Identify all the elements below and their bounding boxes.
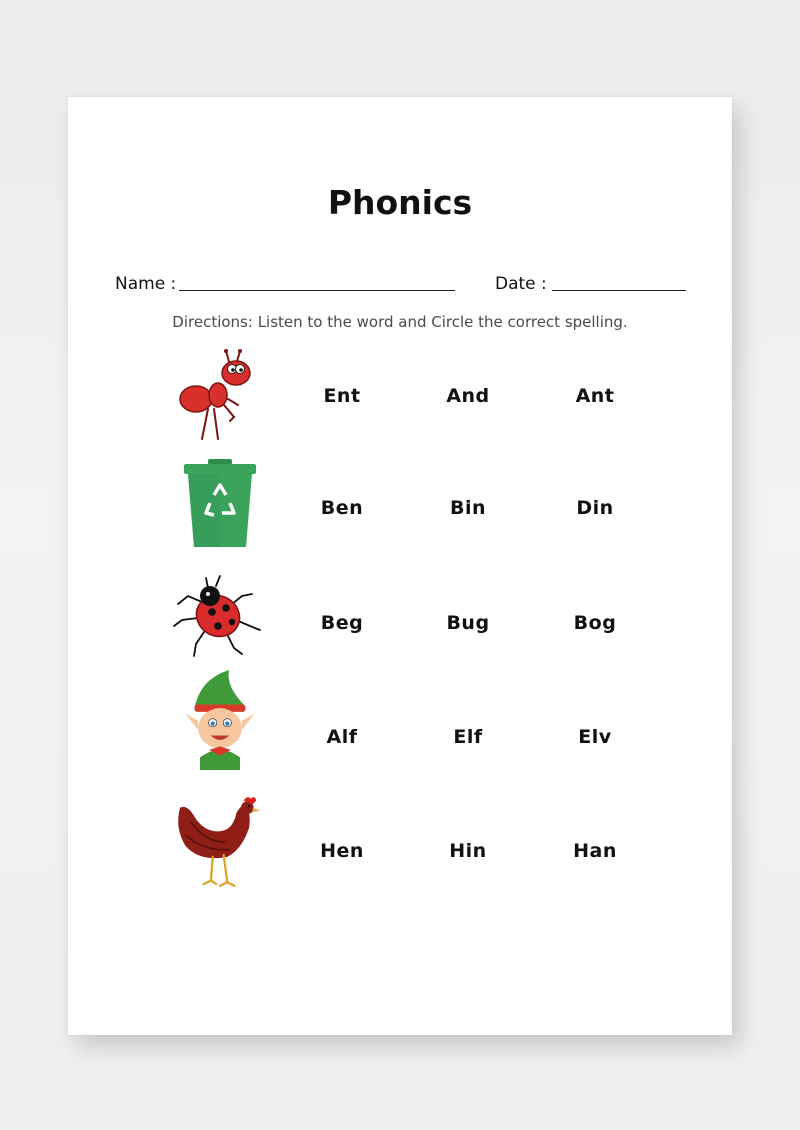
question-row [68, 459, 732, 559]
name-field[interactable] [179, 290, 455, 291]
word-option[interactable]: Hen [320, 840, 364, 862]
hen-icon [168, 795, 272, 895]
word-option[interactable]: Elv [578, 726, 612, 748]
word-option[interactable]: Ben [320, 497, 364, 519]
word-option[interactable]: Bug [446, 612, 490, 634]
word-option[interactable]: Alf [326, 726, 358, 748]
name-label: Name : [115, 274, 177, 294]
word-option[interactable]: Hin [449, 840, 487, 862]
word-option[interactable]: Bin [449, 497, 487, 519]
date-field[interactable] [552, 290, 686, 291]
word-option[interactable]: Ant [575, 385, 615, 407]
directions-text: Directions: Listen to the word and Circle the correct spelling. [172, 313, 628, 331]
word-option[interactable]: Bog [573, 612, 617, 634]
question-row [68, 347, 732, 447]
question-row [68, 574, 732, 674]
word-option[interactable]: Ent [323, 385, 361, 407]
page-title: Phonics [327, 183, 473, 222]
elf-icon [168, 670, 272, 770]
word-option[interactable]: Din [576, 497, 614, 519]
date-label: Date : [495, 274, 547, 294]
ant-icon [168, 347, 272, 447]
question-row [68, 670, 732, 770]
ladybug-icon [168, 574, 272, 674]
word-option[interactable]: And [446, 385, 490, 407]
recycle-bin-icon [168, 459, 272, 559]
word-option[interactable]: Beg [320, 612, 364, 634]
word-option[interactable]: Han [573, 840, 617, 862]
worksheet-page [68, 97, 732, 1035]
question-row [68, 795, 732, 895]
word-option[interactable]: Elf [453, 726, 483, 748]
